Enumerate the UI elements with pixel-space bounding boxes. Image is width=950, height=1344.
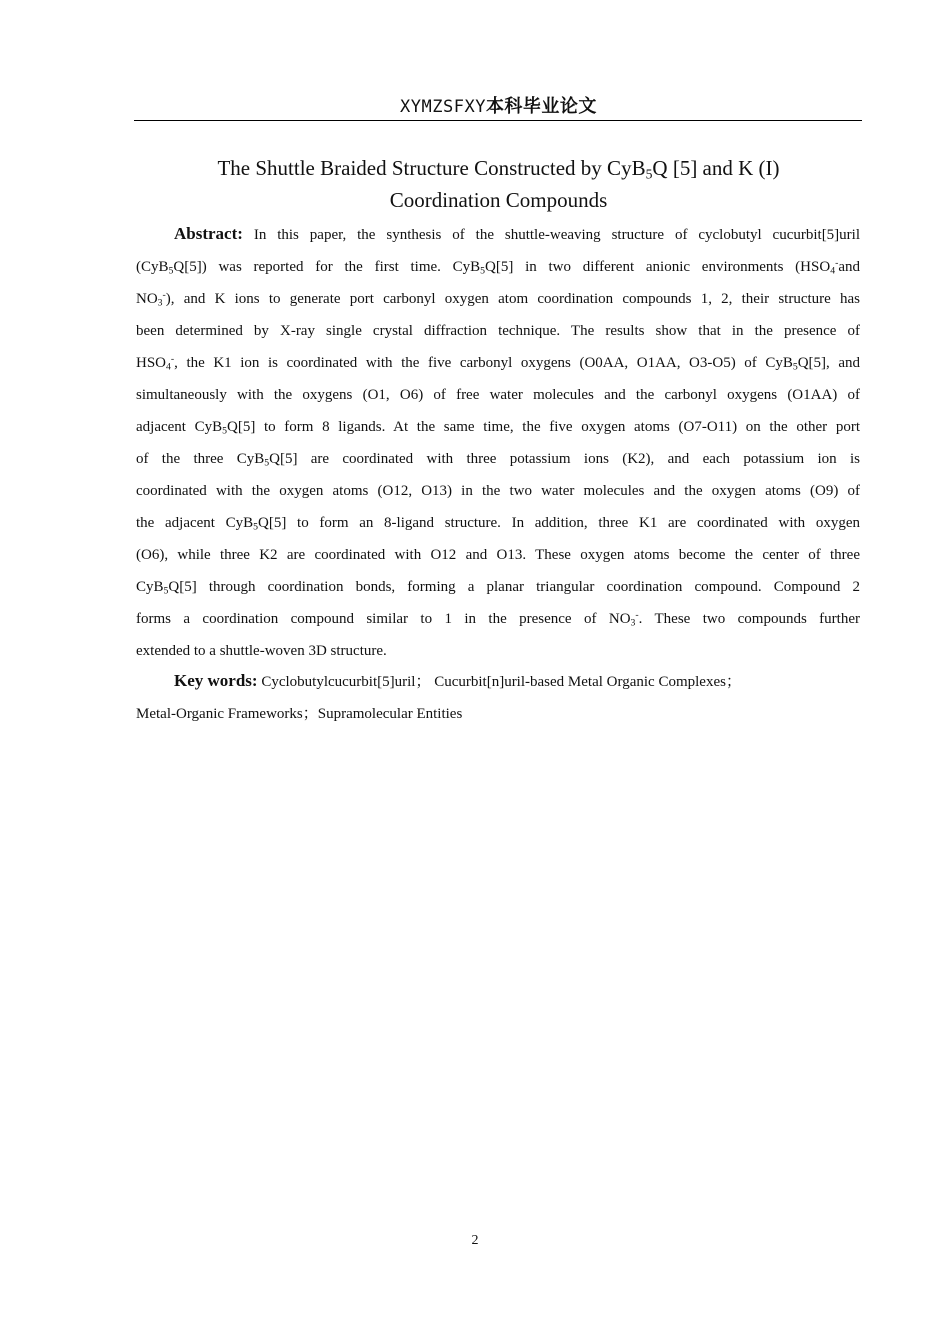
abstract-text: CyB <box>136 579 164 595</box>
abstract-line <box>136 507 860 539</box>
abstract-text: , the K1 ion is coordinated with the five carbonyl oxygens (O0AA, O1AA, O3-O5) of CyB <box>174 355 793 371</box>
abstract-text: and <box>838 259 860 275</box>
abstract-text: In this paper, the synthesis of the shuttle-weaving structure of cyclobutyl cucurbit[5]uril <box>253 227 861 243</box>
title-line-2: Coordination Compounds <box>389 188 608 212</box>
abstract-label: Abstract: <box>174 224 243 243</box>
keywords-paragraph <box>136 665 860 730</box>
keywords-line <box>136 665 860 698</box>
abstract-line: been determined by X-ray single crystal diffraction technique. The results show that in the presence of <box>136 323 860 339</box>
abstract-text: adjacent CyB <box>136 419 223 435</box>
subscript: 5 <box>163 585 169 597</box>
abstract-line <box>136 411 860 443</box>
abstract-line <box>136 283 860 315</box>
abstract-line: extended to a shuttle-woven 3D structure. <box>136 643 387 659</box>
title-text: The Shuttle Braided Structure Constructed by CyB <box>217 156 646 180</box>
abstract-text: (CyB <box>136 259 169 275</box>
superscript: - <box>835 257 839 269</box>
paper-title <box>135 152 862 216</box>
title-line-1 <box>135 152 862 184</box>
subscript: 5 <box>645 166 653 182</box>
abstract-paragraph <box>136 218 860 667</box>
abstract-line <box>136 443 860 475</box>
superscript: - <box>162 289 166 301</box>
abstract-line: (O6), while three K2 are coordinated with O12 and O13. These oxygen atoms become the center of three <box>136 547 860 563</box>
abstract-text: Q[5] are coordinated with three potassium ions (K2), and each potassium ion is <box>269 451 860 467</box>
page-number: 2 <box>471 1233 479 1248</box>
abstract-line <box>136 251 860 283</box>
abstract-text: Q[5], and <box>797 355 860 371</box>
abstract-text: NO <box>136 291 158 307</box>
subscript: 3 <box>157 297 163 309</box>
subscript: 5 <box>264 457 270 469</box>
running-header <box>135 92 862 120</box>
abstract-text: of the three CyB <box>136 451 265 467</box>
subscript: 4 <box>166 361 171 373</box>
subscript: 3 <box>630 617 636 629</box>
keywords-label: Key words: <box>174 671 258 690</box>
abstract-text: Q[5] through coordination bonds, forming a planar triangular coordination compound. Compound 2 <box>168 579 860 595</box>
title-text: Q [5] and K (I) <box>652 156 780 180</box>
subscript: 4 <box>830 265 836 277</box>
abstract-line <box>136 603 860 635</box>
subscript: 5 <box>480 265 486 277</box>
abstract-text: Q[5]) was reported for the first time. CyB <box>173 259 481 275</box>
header-rule <box>134 120 862 121</box>
abstract-text: the adjacent CyB <box>136 515 254 531</box>
abstract-text: Q[5] to form 8 ligands. At the same time, the five oxygen atoms (O7-O11) on the other port <box>227 419 860 435</box>
abstract-text: . These two compounds further <box>638 611 860 627</box>
abstract-text: HSO <box>136 355 167 371</box>
abstract-text: Q[5] in two different anionic environments (HSO <box>485 259 831 275</box>
abstract-text: Q[5] to form an 8-ligand structure. In addition, three K1 are coordinated with oxygen <box>258 515 860 531</box>
keywords-line: Metal-Organic Frameworks；Supramolecular Entities <box>136 706 463 722</box>
header-latin-text: XYMZSFXY <box>400 97 486 117</box>
superscript: - <box>635 609 639 621</box>
abstract-line: simultaneously with the oxygens (O1, O6) of free water molecules and the carbonyl oxygens (O1AA) of <box>136 387 860 403</box>
abstract-line <box>136 571 860 603</box>
subscript: 5 <box>253 521 259 533</box>
subscript: 5 <box>792 361 798 373</box>
abstract-text: forms a coordination compound similar to 1 in the presence of NO <box>136 611 631 627</box>
abstract-line: coordinated with the oxygen atoms (O12, O13) in the two water molecules and the oxygen atoms (O9) of <box>136 483 860 499</box>
keywords-text: Cyclobutylcucurbit[5]uril； Cucurbit[n]uril-based Metal Organic Complexes； <box>261 674 741 690</box>
header-cjk-text: 本科毕业论文 <box>485 96 597 117</box>
subscript: 5 <box>168 265 174 277</box>
abstract-line <box>136 218 860 251</box>
subscript: 5 <box>222 425 227 437</box>
superscript: - <box>170 353 175 365</box>
abstract-text: ), and K ions to generate port carbonyl oxygen atom coordination compounds 1, 2, their structure has <box>165 291 860 307</box>
abstract-line <box>136 347 860 379</box>
